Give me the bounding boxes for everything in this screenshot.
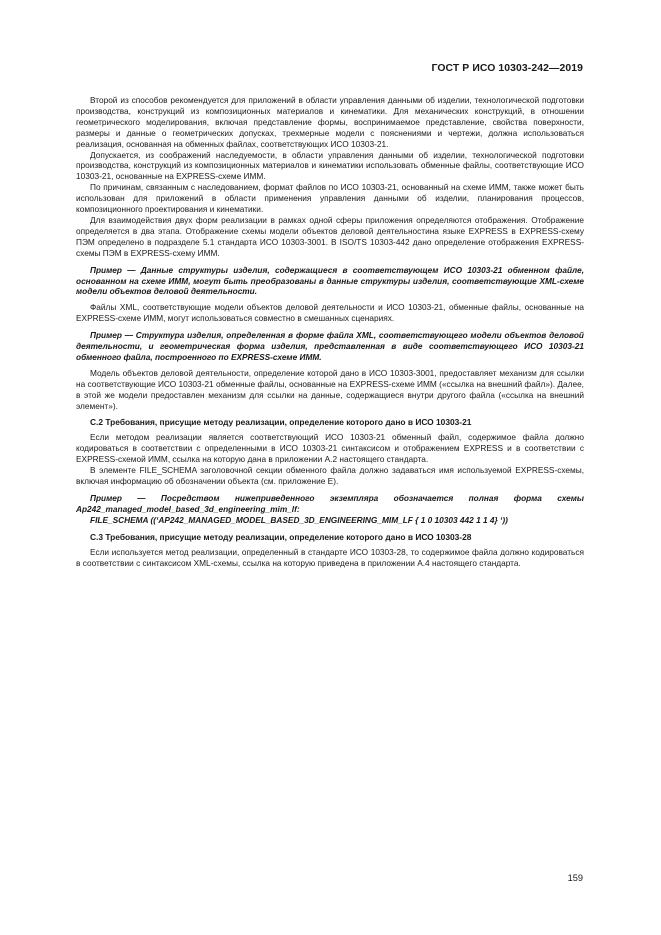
- paragraph: В элементе FILE_SCHEMA заголовочной секции обменного файла должно задаваться имя используемой EXPRESS-схемы, включая информацию об обозначении объекта (см. приложение Е).: [76, 465, 584, 487]
- paragraph: По причинам, связанным с наследованием, формат файлов по ИСО 10303-21, основанный на схеме ИММ, также может быть использован для приложений в области применения управления данными об изделии, планирования процессов, композиционного проектирования и кинематики.: [76, 182, 584, 215]
- paragraph: Для взаимодействия двух форм реализации в рамках одной сферы приложения определяются отображения. Отображение определяется в два этапа. Отображение схемы модели объектов деловой деятельностина языке EXPRESS в EXPRESS-схему ПЭМ определено в подразделе 5.1 стандарта ИСО 10303-3001. В ISO/TS 10303-442 дано определение отображения EXPRESS-схемы ПЭМ в EXPRESS-схему ИММ.: [76, 214, 584, 258]
- page-body: [76, 95, 584, 569]
- section-heading-c2: С.2 Требования, присущие методу реализации, определение которого дано в ИСО 10303-21: [90, 417, 472, 428]
- section-heading-c3: С.3 Требования, присущие методу реализации, определение которого дано в ИСО 10303-28: [90, 531, 472, 542]
- paragraph: Если методом реализации является соответствующий ИСО 10303-21 обменный файл, содержимое файла должно кодироваться в соответствии с определенными в ИСО 10303-21 синтаксисом и отображением EXPRESS и в соответствии с EXPRESS-схемой ИММ, ссылка на которую дана в приложении А.2 настоящего стандарта.: [76, 432, 584, 465]
- paragraph: Модель объектов деловой деятельности, определение которой дано в ИСО 10303-3001, предоставляет механизм для ссылки на соответствующие ИСО 10303-21 обменные файлы, основанные на EXPRESS-схеме ИММ («ссылка на внешний файл»). Далее, в этой же модели предоставлен механизм для ссылки на данные, содержащиеся внутри другого файла («ссылка на внешний элемент»).: [76, 367, 584, 411]
- paragraph: Второй из способов рекомендуется для приложений в области управления данными об изделии, технологической подготовки производства, конструкций из композиционных материалов и кинематики. Для механических конструкций, в отношении геометрического моделирования, включая представление формы, воспринимаемое представление, свойства поверхности, размеры и данные о геометрических допусках, трехмерные модели с пояснениями и чертежи, должна использоваться реализация, основанная на обменных файлах, соответствующих ИСО 10303-21.: [76, 95, 584, 149]
- page-number: 159: [567, 873, 583, 883]
- paragraph: Файлы XML, соответствующие модели объектов деловой деятельности и ИСО 10303-21, обменные файлы, основанные на EXPRESS-схеме ИММ, могут использоваться совместно в смешанных сценариях.: [76, 302, 584, 324]
- paragraph: Если используется метод реализации, определенный в стандарте ИСО 10303-28, то содержимое файла должно кодироваться в соответствии с синтаксисом XML-схемы, ссылка на которую приведена в приложении А.4 настоящего стандарта.: [76, 546, 584, 568]
- paragraph: Допускается, из соображений наследуемости, в области управления данными об изделии, технологической подготовки производства, конструкций из композиционных материалов и кинематики использовать обменные файлы, соответствующие ИСО 10303-21, основанные на EXPRESS-схеме ИММ.: [76, 149, 584, 182]
- example-paragraph: Пример — Посредством нижеприведенного экземпляра обозначается полная форма схемы Ap242_managed_model_based_3d_engineering_mim_lf:: [76, 493, 584, 514]
- example-code: FILE_SCHEMA ((‘AP242_MANAGED_MODEL_BASED_3D_ENGINEERING_MIM_LF { 1 0 10303 442 1 1 4} ‘)): [90, 514, 508, 525]
- standard-header: ГОСТ Р ИСО 10303-242—2019: [431, 63, 583, 74]
- example-paragraph: Пример — Данные структуры изделия, содержащиеся в соответствующем ИСО 10303-21 обменном файле, основанном на схеме ИММ, могут быть преобразованы в данные структуры изделия, соответствующие XML-схеме модели объектов деловой деятельности.: [76, 264, 584, 297]
- example-paragraph: Пример — Структура изделия, определенная в форме файла XML, соответствующего модели объектов деловой деятельности, и геометрическая форма изделия, представленная в виде соответствующего ИСО 10303-21 обменного файла, построенного по EXPRESS-схеме ИММ.: [76, 330, 584, 362]
